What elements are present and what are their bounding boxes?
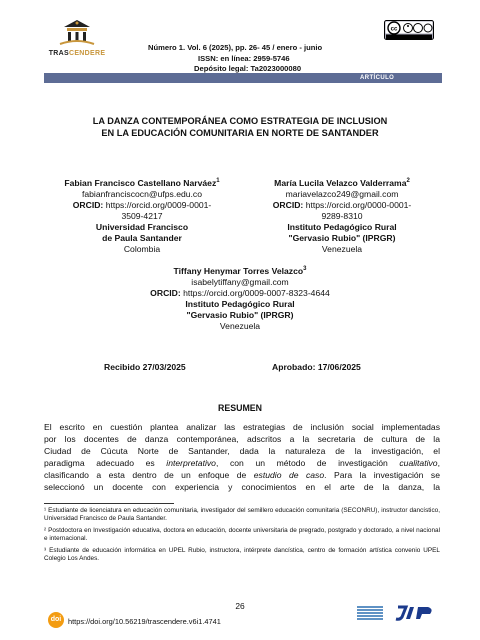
publisher-logo-icon [54,18,100,48]
author-1-institution-2: de Paula Santander [102,232,182,243]
svg-text:cc: cc [390,26,398,33]
author-3-email[interactable]: isabelytiffany@gmail.com [191,276,289,287]
publisher-name-accent: CENDERE [68,50,106,57]
doi-icon: doi [48,612,64,628]
author-1-country: Colombia [123,243,161,254]
author-3-name [90,264,390,277]
page-number: 26 [235,601,245,611]
author-2 [244,176,440,255]
section-label: ARTÍCULO [360,75,395,81]
received-date: Recibido 27/03/2025 [104,362,186,372]
abstract-line: clasificando a esta dentro de un enfoque de estudio de caso. Para la investigación se [44,470,440,480]
creative-commons-icon[interactable] [384,20,434,40]
publisher-name [38,50,116,57]
author-3-institution-1: Instituto Pedagógico Rural [185,298,295,309]
author-1-orcid-link[interactable]: https://orcid.org/0009-0001- [105,199,212,210]
doi-link[interactable]: https://doi.org/10.56219/trascendere.v6i1.4741 [68,617,221,626]
author-3-orcid-link[interactable]: https://orcid.org/0009-0007-8323-4644 [183,287,330,298]
author-3-orcid-label: ORCID: [150,287,181,298]
author-3-country: Venezuela [219,320,261,331]
author-2-orcid-link[interactable]: https://orcid.org/0000-0001- [305,199,412,210]
author-3-institution-2: "Gervasio Rubio" (IPRGR) [186,309,294,320]
deposito-legal: Depósito legal: Ta2023000080 [194,64,302,73]
publisher-name-main: TRAS [48,50,69,57]
author-2-email[interactable]: mariavelazco249@gmail.com [285,188,399,199]
footnote-2: ² Postdoctora en Investigación educativa, doctora en educación, docente universitaria de pregrado, postgrado y doctorado, a nivel nacional e internacional. [44,527,440,543]
issue-info: Número 1. Vol. 6 (2025), pp. 26- 45 / enero - junio [148,43,323,52]
author-2-institution-1: Instituto Pedagógico Rural [287,221,397,232]
author-1-orcid-label: ORCID: [72,199,104,210]
author-2-country: Venezuela [321,243,363,254]
author-2-orcid-label: ORCID: [272,199,304,210]
abstract-line: paradigma adecuado es interpretativo, con un método de investigación cualitativo, [44,458,440,468]
issn: ISSN: en línea: 2959-5746 [198,54,290,63]
abstract-line: Ciudad de Cúcuta Norte de Santander, dada la naturaleza de la investigación, el [44,446,440,456]
author-3 [90,264,390,332]
author-2-institution-2: "Gervasio Rubio" (IPRGR) [288,232,396,243]
title-line-2: EN LA EDUCACIÓN COMUNITARIA EN NORTE DE SANTANDER [101,128,379,138]
author-1-orcid[interactable] [44,200,240,211]
article-title [70,115,410,139]
author-2-orcid[interactable] [244,200,440,211]
author-2-orcid-cont[interactable]: 9289-8310 [321,210,363,221]
author-1-orcid-cont[interactable]: 3509-4217 [121,210,163,221]
author-1 [44,176,240,255]
approved-date: Aprobado: 17/06/2025 [272,362,361,372]
abstract-heading: RESUMEN [218,403,262,413]
footnote-separator [44,503,174,504]
abstract-body [44,421,440,493]
author-3-footnote-ref[interactable]: 3 [303,266,307,272]
author-1-institution-1: Universidad Francisco [95,221,189,232]
author-3-orcid[interactable] [90,288,390,299]
footnote-1: ¹ Estudiante de licenciatura en educación comunitaria, investigador del semillero educación comunitaria (SECONRU), instructor dancístico, Universidad Francisco de Paula Santander. [44,507,440,523]
author-2-footnote-ref[interactable]: 2 [406,178,410,184]
footnote-3: ³ Estudiante de educación informática en UPEL Rubio, instructora, intérprete dancística, centro de formación artística convenio UPEL Colegio Los Andes. [44,547,440,563]
abstract-line: seleccionó un docente con experiencia y conocimientos en el arte de la danza, la [44,482,440,492]
author-2-name-text: María Lucila Velazco Valderrama [274,177,407,188]
author-1-name [44,176,240,189]
abstract-line: El escrito en cuestión plantea analizar las estrategias de inclusión social implementadas [44,422,440,432]
author-2-name [244,176,440,189]
author-1-name-text: Fabian Francisco Castellano Narváez [64,177,217,188]
author-3-name-text: Tiffany Henymar Torres Velazco [173,265,304,276]
latindex-icon[interactable] [355,604,385,622]
title-line-1: LA DANZA CONTEMPORÁNEA COMO ESTRATEGIA DE INCLUSION [92,116,388,126]
author-1-footnote-ref[interactable]: 1 [216,178,220,184]
publisher-logo [38,18,116,57]
abstract-line: por los docentes de danza contemporánea, adscritos a la secretaria de cultura de la [44,434,440,444]
jip-logo-icon[interactable] [394,605,436,621]
author-1-email[interactable]: fabianfranciscocn@ufps.edu.co [81,188,203,199]
